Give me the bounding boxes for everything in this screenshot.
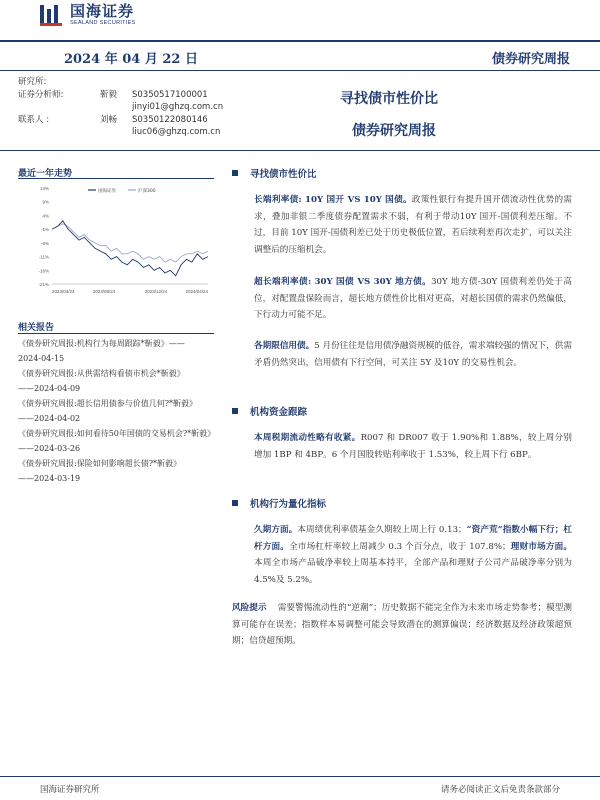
risk-lead: 风险提示 [232,603,267,613]
related-title[interactable]: 《债券研究周报:如何看待50年国债的交易机会?*靳毅》 [18,429,216,438]
brand-mark-icon [38,3,64,27]
report-title: 寻找债市性价比 [340,91,438,107]
related-date: 2024-04-15 [18,354,65,363]
paragraph-body: 5 月份往往是信用债净融资规模的低谷，需求端较强的情况下，供需矛盾仍然突出，信用债有下行空间，可关注 5Y 及10Y 的交易性机会。 [254,341,572,368]
analyst-id: S0350517100001 [132,89,208,100]
y-tick-label: 9% [42,199,49,205]
report-subtitle: 债券研究周报 [352,123,436,139]
legend-label: 国海证券 [98,189,116,194]
footer-rule [0,776,600,777]
y-tick-label: -1% [40,227,49,233]
analyst-email[interactable]: jinyi01@ghzq.com.cn [132,102,224,112]
x-tick-label: 2023/08/24 [92,289,116,294]
related-heading: 相关报告 [18,323,55,333]
paragraph [254,430,572,463]
section-heading: 机构资金跟踪 [232,404,307,418]
legend-label: 沪深300 [138,189,156,194]
paragraph [254,192,572,258]
brand-logo [38,2,136,28]
related-rule [18,333,214,334]
footer-right: 请务必阅读正文后免责条款部分 [440,785,560,795]
related-title[interactable]: 《债券研究周报:保险如何影响超长债?*靳毅》 [18,459,181,468]
header-rule [0,40,600,42]
y-tick-label: -21% [38,282,49,287]
analyst-block [18,76,223,139]
related-date: ——2024-04-02 [18,414,81,423]
paragraph-lead: 各期限信用债。 [254,341,315,351]
paragraph-body: 全市场杠杆率较上周减少 0.3 个百分点，收于 107.8%； [289,541,511,552]
y-tick-label: -11% [38,254,49,260]
paragraph-body: 本周全市场产品破净率较上周基本持平，全部产品和理财子公司产品破净率分别为 4.5%及 5.2%。 [254,558,572,585]
header-rule-3 [0,150,600,151]
y-tick-label: -16% [38,268,49,274]
risk-body: 需要警惕流动性的“逆潮”；历史数据不能完全作为未来市场走势参考；模型测算可能存在误差；指数样本易调整可能会导致潜在的测算偏误；经济数据及经济政策超预期；信贷超预期。 [232,603,572,646]
analyst-label: 联系人 : [18,114,50,125]
y-tick-label: 4% [42,213,49,219]
paragraph [254,338,572,371]
paragraph-body: R007 和 DR007 收于 1.90%和 1.88%，较上周分别增加 1BP 和 4BP。6 个月国股转贴利率收于 1.53%，较上周下行 6BP。 [254,433,572,460]
trend-rule [18,178,214,179]
risk-paragraph [232,600,572,650]
paragraph-lead: 超长端利率债: 30Y 国债 VS 30Y 地方债。 [254,277,432,287]
related-date: ——2024-03-26 [18,444,81,453]
footer-left: 国海证券研究所 [40,785,100,795]
analyst-name: 刘畅 [100,114,118,125]
related-title[interactable]: 《债券研究周报:从供需结构看债市机会*靳毅》 [18,369,185,378]
brand-name-cn: 国海证券 [70,1,135,20]
paragraph-body: 政策性银行有提升国开债流动性优势的需求，叠加非银二季度债券配置需求不弱，有利于带动10Y 国开-国债利差压缩。不过，目前 10Y 国开-国债利差已处于历史极低位置，若后续利差再次走扩，可以关注调整后的压缩机会。 [254,195,572,255]
y-tick-label: -6% [40,240,49,246]
report-type: 债券研究周报 [491,52,570,67]
x-tick-label: 2024/04/24 [185,289,208,294]
related-date: ——2024-04-09 [18,384,81,393]
related-title[interactable]: 《债券研究周报:机构行为每周跟踪*靳毅》—— [18,339,185,348]
bullet-square-icon [232,408,238,414]
series-line [52,224,208,262]
analyst-row [18,114,223,127]
x-tick-label: 2023/12/24 [144,289,168,294]
related-date: ——2024-03-19 [18,474,81,483]
analyst-label: 研究所: [18,77,47,87]
report-date: 2024 年 04 月 22 日 [64,52,198,67]
related-title[interactable]: 《债券研究周报:超长信用债参与价值几何?*靳毅》 [18,399,197,408]
bullet-square-icon [232,500,238,506]
paragraph-lead: 久期方面。 [254,525,298,535]
trend-chart [28,180,214,300]
series-line [52,221,208,276]
paragraph [254,274,572,324]
paragraph-lead: 长端利率债: 10Y 国开 VS 10Y 国债。 [254,195,412,205]
paragraph-body: 本周绩优利率债基金久期较上周上行 0.13； [297,525,467,535]
related-reports [18,336,223,486]
analyst-id: S0350122080146 [132,114,208,125]
analyst-name: 靳毅 [100,89,118,100]
paragraph [254,522,572,588]
header-rule-2 [0,70,600,71]
trend-heading: 最近一年走势 [18,169,73,179]
brand-name-en: SEALAND SECURITIES [70,19,136,26]
analyst-label: 证券分析师: [18,89,64,100]
y-tick-label: 14% [39,186,49,191]
paragraph-lead: “资产荒”指数小幅下行；杠杆方面。 [254,525,572,552]
section-heading: 寻找债市性价比 [232,166,317,180]
paragraph-body: 30Y 地方债-30Y 国债利差仍处于高位，对配置盘保险而言，超长地方债性价比相对更高，对超长国债的需求仍然偏低，下行动力可能不足。 [254,277,572,320]
x-tick-label: 2023/04/24 [52,289,75,294]
section-heading: 机构行为量化指标 [232,496,326,510]
analyst-row [18,89,223,102]
analyst-row [18,76,223,89]
analyst-email[interactable]: liuc06@ghzq.com.cn [132,127,221,137]
paragraph-lead: 本周税期流动性略有收紧。 [254,433,361,443]
paragraph-lead: 理财市场方面。 [510,541,572,552]
bullet-square-icon [232,170,238,176]
